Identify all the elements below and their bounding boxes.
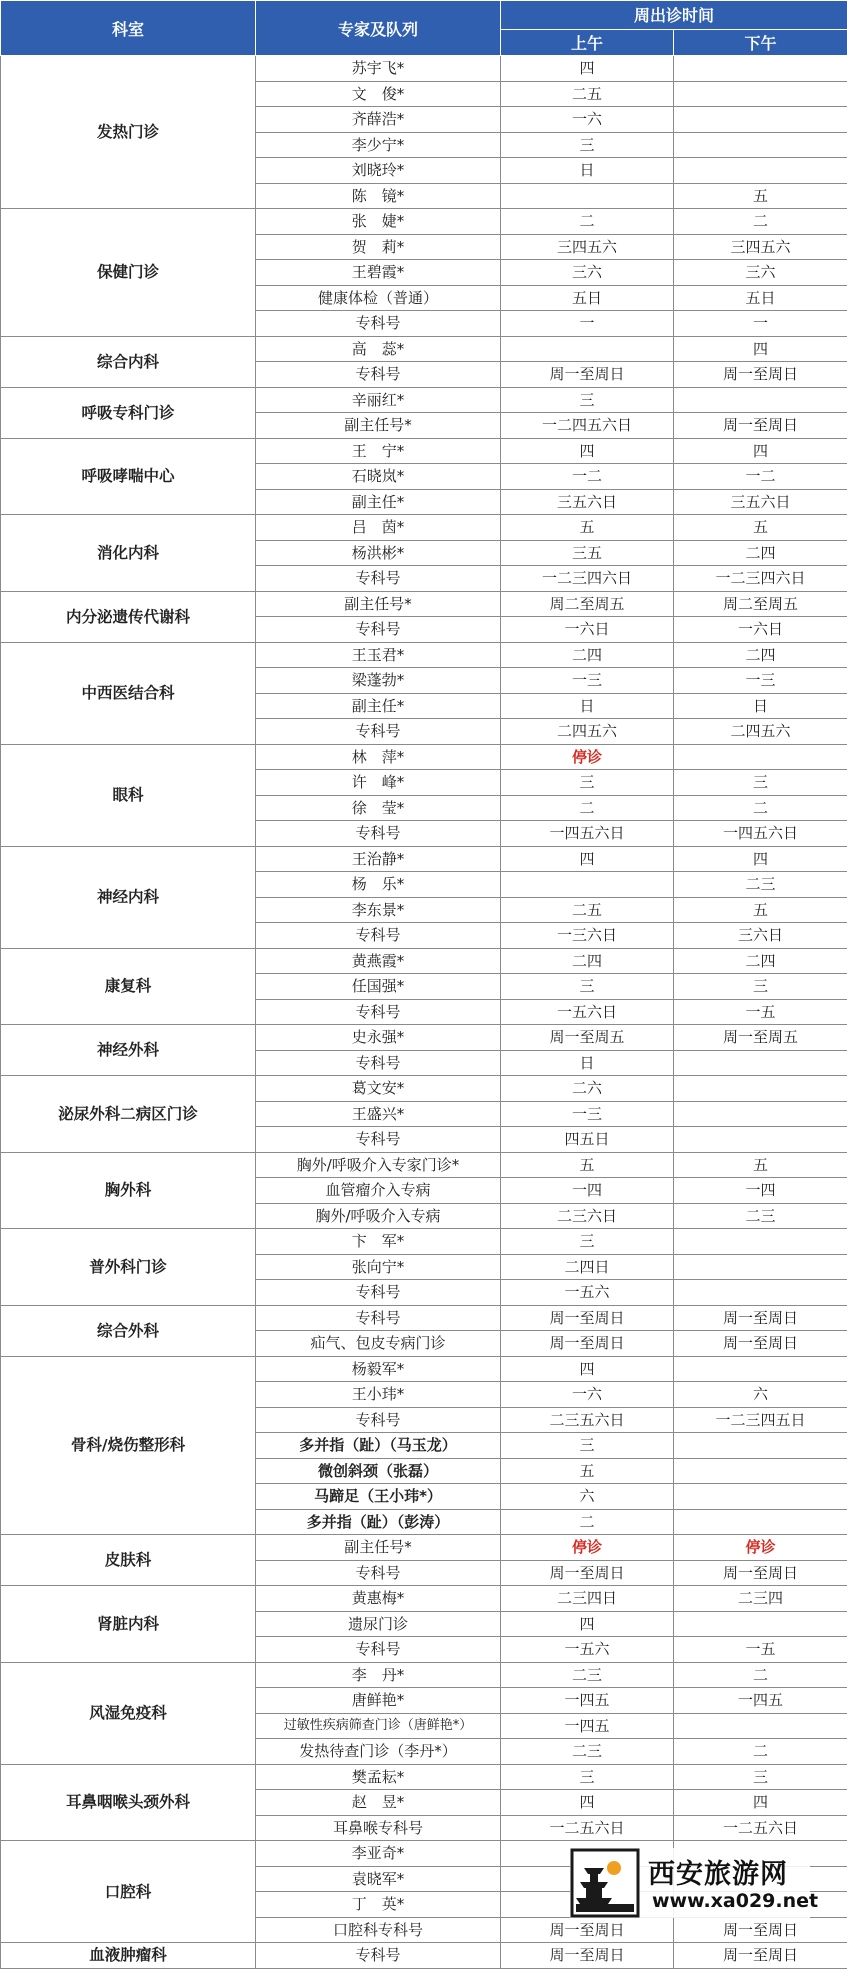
table-row: [1, 1229, 847, 1255]
am-cell: 周一至周日: [501, 1560, 674, 1586]
department-name: 康复科: [1, 948, 256, 1025]
expert-cell: 疝气、包皮专病门诊: [256, 1331, 501, 1357]
am-cell: 一四: [501, 1178, 674, 1204]
am-cell: 一: [501, 311, 674, 337]
pm-cell: [674, 107, 847, 133]
expert-cell: 健康体检（普通）: [256, 285, 501, 311]
expert-cell: 杨 乐*: [256, 872, 501, 898]
expert-cell: 林 萍*: [256, 744, 501, 770]
pm-cell: 二四: [674, 948, 847, 974]
pm-cell: [674, 1254, 847, 1280]
expert-cell: 专科号: [256, 566, 501, 592]
expert-cell: 过敏性疾病筛查门诊（唐鲜艳*）: [256, 1713, 501, 1739]
table-row: [1, 336, 847, 362]
expert-cell: 专科号: [256, 923, 501, 949]
am-cell: 一六: [501, 1382, 674, 1408]
am-cell: 五: [501, 515, 674, 541]
am-cell: 周一至周五: [501, 1025, 674, 1051]
expert-cell: 袁晓军*: [256, 1866, 501, 1892]
am-cell: 一二: [501, 464, 674, 490]
am-cell: [501, 336, 674, 362]
header-am: 上午: [501, 29, 674, 55]
am-cell: 二三四日: [501, 1586, 674, 1612]
am-cell: 一三六日: [501, 923, 674, 949]
table-row: [1, 642, 847, 668]
pm-cell: 周一至周日: [674, 1943, 847, 1969]
header-pm: 下午: [674, 29, 847, 55]
pm-cell: [674, 158, 847, 184]
pm-cell: 二: [674, 209, 847, 235]
expert-cell: 专科号: [256, 1305, 501, 1331]
am-cell: 三六: [501, 260, 674, 286]
am-cell: 二四: [501, 642, 674, 668]
pm-cell: [674, 56, 847, 82]
header-weekly: 周出诊时间: [501, 1, 847, 30]
am-cell: 五: [501, 1152, 674, 1178]
expert-cell: 李 丹*: [256, 1662, 501, 1688]
pm-cell: 周一至周日: [674, 1560, 847, 1586]
am-cell: [501, 872, 674, 898]
expert-cell: 副主任号*: [256, 591, 501, 617]
table-row: [1, 948, 847, 974]
department-name: 皮肤科: [1, 1535, 256, 1586]
expert-cell: 王盛兴*: [256, 1101, 501, 1127]
pm-cell: 一二三四五日: [674, 1407, 847, 1433]
am-cell: 二四日: [501, 1254, 674, 1280]
table-row: [1, 209, 847, 235]
am-cell: 四: [501, 1611, 674, 1637]
expert-cell: 王治静*: [256, 846, 501, 872]
pm-cell: 三四五六: [674, 234, 847, 260]
pm-cell: 三五六日: [674, 489, 847, 515]
expert-cell: 史永强*: [256, 1025, 501, 1051]
expert-cell: 陈 镜*: [256, 183, 501, 209]
expert-cell: 葛文安*: [256, 1076, 501, 1102]
am-cell: 三: [501, 387, 674, 413]
table-body: [1, 56, 847, 1969]
table-row: [1, 744, 847, 770]
pm-cell: [674, 1611, 847, 1637]
department-name: 风湿免疫科: [1, 1662, 256, 1764]
am-cell: 二四五六: [501, 719, 674, 745]
table-row: [1, 1356, 847, 1382]
am-cell: 四: [501, 1790, 674, 1816]
am-cell: 日: [501, 693, 674, 719]
am-cell: 六: [501, 1484, 674, 1510]
pm-cell: [674, 1076, 847, 1102]
table-row: [1, 1076, 847, 1102]
expert-cell: 任国强*: [256, 974, 501, 1000]
pm-cell: 一四: [674, 1178, 847, 1204]
pm-cell: 二: [674, 1739, 847, 1765]
pm-cell: 四: [674, 846, 847, 872]
pm-cell: [674, 1229, 847, 1255]
expert-cell: 多并指（趾）（彭涛）: [256, 1509, 501, 1535]
pm-cell: [674, 1458, 847, 1484]
expert-cell: 副主任号*: [256, 1535, 501, 1561]
am-cell: 周一至周日: [501, 1917, 674, 1943]
pm-cell: [674, 1050, 847, 1076]
table-row: [1, 1662, 847, 1688]
watermark-url: www.xa029.net: [652, 1890, 819, 1912]
pm-cell: 五: [674, 897, 847, 923]
expert-cell: 血管瘤介入专病: [256, 1178, 501, 1204]
watermark-title: 西安旅游网: [648, 1859, 788, 1890]
pm-cell: 二三: [674, 1203, 847, 1229]
expert-cell: 专科号: [256, 1637, 501, 1663]
pm-cell: 一三: [674, 668, 847, 694]
department-name: 耳鼻咽喉头颈外科: [1, 1764, 256, 1841]
department-name: 泌尿外科二病区门诊: [1, 1076, 256, 1153]
am-cell: 二四: [501, 948, 674, 974]
am-cell: 周一至周日: [501, 1943, 674, 1969]
pm-cell: 二四五六: [674, 719, 847, 745]
am-cell: 一六日: [501, 617, 674, 643]
pm-cell: 一二五六日: [674, 1815, 847, 1841]
pm-cell: [674, 1484, 847, 1510]
expert-cell: 石晓岚*: [256, 464, 501, 490]
pm-cell: [674, 132, 847, 158]
expert-cell: 专科号: [256, 1280, 501, 1306]
expert-cell: 专科号: [256, 719, 501, 745]
expert-cell: 微创斜颈（张磊）: [256, 1458, 501, 1484]
expert-cell: 多并指（趾）（马玉龙）: [256, 1433, 501, 1459]
pm-cell: 三: [674, 1764, 847, 1790]
table-row: [1, 846, 847, 872]
department-name: 中西医结合科: [1, 642, 256, 744]
header-dept: 科室: [1, 1, 256, 56]
table-row: [1, 1764, 847, 1790]
expert-cell: 齐薛浩*: [256, 107, 501, 133]
pm-cell: 四: [674, 1790, 847, 1816]
am-cell: 周一至周日: [501, 362, 674, 388]
expert-cell: 副主任*: [256, 489, 501, 515]
department-name: 神经内科: [1, 846, 256, 948]
am-cell: 四: [501, 1356, 674, 1382]
table-row: [1, 1943, 847, 1969]
table-row: [1, 1535, 847, 1561]
expert-cell: 马蹄足（王小玮*）: [256, 1484, 501, 1510]
department-name: 呼吸专科门诊: [1, 387, 256, 438]
pm-cell: 五: [674, 515, 847, 541]
expert-cell: 专科号: [256, 1560, 501, 1586]
am-cell: 二五: [501, 897, 674, 923]
department-name: 内分泌遗传代谢科: [1, 591, 256, 642]
am-cell: 三: [501, 1433, 674, 1459]
pm-cell: 一四五六日: [674, 821, 847, 847]
table-row: [1, 387, 847, 413]
watermark: [570, 1848, 819, 1918]
pm-cell: [674, 1101, 847, 1127]
pm-cell: 二: [674, 795, 847, 821]
pm-cell: 一: [674, 311, 847, 337]
pm-cell: 周一至周日: [674, 1305, 847, 1331]
department-name: 骨科/烧伤整形科: [1, 1356, 256, 1535]
expert-cell: 苏宇飞*: [256, 56, 501, 82]
am-cell: 二三六日: [501, 1203, 674, 1229]
expert-cell: 丁 英*: [256, 1892, 501, 1918]
table-row: [1, 515, 847, 541]
am-cell: 一二四五六日: [501, 413, 674, 439]
am-cell: 三: [501, 132, 674, 158]
pm-cell: [674, 1509, 847, 1535]
pm-cell: 一二三四六日: [674, 566, 847, 592]
am-cell: 四: [501, 56, 674, 82]
pm-cell: 六: [674, 1382, 847, 1408]
expert-cell: 专科号: [256, 1943, 501, 1969]
expert-cell: 文 俊*: [256, 81, 501, 107]
table-row: [1, 56, 847, 82]
expert-cell: 吕 茵*: [256, 515, 501, 541]
am-cell: 一二三四六日: [501, 566, 674, 592]
expert-cell: 专科号: [256, 999, 501, 1025]
pm-cell: 停诊: [674, 1535, 847, 1561]
am-cell: 三: [501, 770, 674, 796]
am-cell: 四: [501, 846, 674, 872]
expert-cell: 专科号: [256, 1050, 501, 1076]
expert-cell: 胸外/呼吸介入专家门诊*: [256, 1152, 501, 1178]
pm-cell: 五: [674, 1152, 847, 1178]
pm-cell: 周一至周日: [674, 413, 847, 439]
department-name: 眼科: [1, 744, 256, 846]
pm-cell: 三: [674, 770, 847, 796]
am-cell: 二五: [501, 81, 674, 107]
expert-cell: 王玉君*: [256, 642, 501, 668]
am-cell: 二三: [501, 1662, 674, 1688]
pm-cell: [674, 744, 847, 770]
pm-cell: 周一至周五: [674, 1025, 847, 1051]
department-name: 口腔科: [1, 1841, 256, 1943]
expert-cell: 专科号: [256, 617, 501, 643]
expert-cell: 梁蓬勃*: [256, 668, 501, 694]
am-cell: 一二五六日: [501, 1815, 674, 1841]
pm-cell: 二三: [674, 872, 847, 898]
am-cell: 周二至周五: [501, 591, 674, 617]
pm-cell: 五: [674, 183, 847, 209]
expert-cell: 刘晓玲*: [256, 158, 501, 184]
expert-cell: 张 婕*: [256, 209, 501, 235]
am-cell: 停诊: [501, 744, 674, 770]
department-name: 胸外科: [1, 1152, 256, 1229]
pm-cell: 一二: [674, 464, 847, 490]
expert-cell: 耳鼻喉专科号: [256, 1815, 501, 1841]
expert-cell: 专科号: [256, 1407, 501, 1433]
expert-cell: 胸外/呼吸介入专病: [256, 1203, 501, 1229]
xian-tower-logo-icon: [570, 1848, 640, 1918]
am-cell: 四五日: [501, 1127, 674, 1153]
expert-cell: 樊孟耘*: [256, 1764, 501, 1790]
department-name: 消化内科: [1, 515, 256, 592]
pm-cell: [674, 1433, 847, 1459]
expert-cell: 专科号: [256, 1127, 501, 1153]
am-cell: 一六: [501, 107, 674, 133]
pm-cell: [674, 81, 847, 107]
am-cell: 三五六日: [501, 489, 674, 515]
expert-cell: 遗尿门诊: [256, 1611, 501, 1637]
am-cell: 三: [501, 974, 674, 1000]
expert-cell: 许 峰*: [256, 770, 501, 796]
table-row: [1, 1305, 847, 1331]
expert-cell: 口腔科专科号: [256, 1917, 501, 1943]
am-cell: 一三: [501, 1101, 674, 1127]
expert-cell: 王碧霞*: [256, 260, 501, 286]
expert-cell: 黄燕霞*: [256, 948, 501, 974]
expert-cell: 杨毅军*: [256, 1356, 501, 1382]
expert-cell: 李亚奇*: [256, 1841, 501, 1867]
am-cell: 三: [501, 1229, 674, 1255]
expert-cell: 唐鲜艳*: [256, 1688, 501, 1714]
header-expert: 专家及队列: [256, 1, 501, 56]
pm-cell: 一四五: [674, 1688, 847, 1714]
expert-cell: 张向宁*: [256, 1254, 501, 1280]
expert-cell: 高 蕊*: [256, 336, 501, 362]
pm-cell: 五日: [674, 285, 847, 311]
pm-cell: 周一至周日: [674, 1917, 847, 1943]
pm-cell: 日: [674, 693, 847, 719]
am-cell: 五日: [501, 285, 674, 311]
am-cell: 一五六: [501, 1280, 674, 1306]
department-name: 发热门诊: [1, 56, 256, 209]
pm-cell: 周二至周五: [674, 591, 847, 617]
expert-cell: 发热待查门诊（李丹*）: [256, 1739, 501, 1765]
department-name: 呼吸哮喘中心: [1, 438, 256, 515]
am-cell: 一五六: [501, 1637, 674, 1663]
department-name: 神经外科: [1, 1025, 256, 1076]
pm-cell: 三六日: [674, 923, 847, 949]
am-cell: 三四五六: [501, 234, 674, 260]
am-cell: 五: [501, 1458, 674, 1484]
table-row: [1, 591, 847, 617]
pm-cell: [674, 1356, 847, 1382]
pm-cell: [674, 1713, 847, 1739]
expert-cell: 专科号: [256, 311, 501, 337]
department-name: 综合内科: [1, 336, 256, 387]
expert-cell: 李东景*: [256, 897, 501, 923]
am-cell: 停诊: [501, 1535, 674, 1561]
pm-cell: 一六日: [674, 617, 847, 643]
table-row: [1, 438, 847, 464]
pm-cell: [674, 387, 847, 413]
expert-cell: 专科号: [256, 821, 501, 847]
expert-cell: 辛丽红*: [256, 387, 501, 413]
am-cell: 一五六日: [501, 999, 674, 1025]
department-name: 血液肿瘤科: [1, 1943, 256, 1969]
pm-cell: 四: [674, 336, 847, 362]
am-cell: 二: [501, 1509, 674, 1535]
department-name: 保健门诊: [1, 209, 256, 337]
am-cell: 日: [501, 158, 674, 184]
expert-cell: 赵 昱*: [256, 1790, 501, 1816]
expert-cell: 杨洪彬*: [256, 540, 501, 566]
pm-cell: 二三四: [674, 1586, 847, 1612]
am-cell: 一三: [501, 668, 674, 694]
am-cell: 四: [501, 438, 674, 464]
expert-cell: 徐 莹*: [256, 795, 501, 821]
department-name: 综合外科: [1, 1305, 256, 1356]
pm-cell: 二四: [674, 540, 847, 566]
expert-cell: 贺 莉*: [256, 234, 501, 260]
pm-cell: [674, 1280, 847, 1306]
am-cell: 二三五六日: [501, 1407, 674, 1433]
am-cell: [501, 183, 674, 209]
expert-cell: 王 宁*: [256, 438, 501, 464]
expert-cell: 副主任号*: [256, 413, 501, 439]
am-cell: 一四五六日: [501, 821, 674, 847]
pm-cell: 三六: [674, 260, 847, 286]
pm-cell: 二四: [674, 642, 847, 668]
am-cell: 二六: [501, 1076, 674, 1102]
am-cell: 周一至周日: [501, 1305, 674, 1331]
expert-cell: 黄惠梅*: [256, 1586, 501, 1612]
am-cell: 二: [501, 795, 674, 821]
expert-cell: 王小玮*: [256, 1382, 501, 1408]
am-cell: 三五: [501, 540, 674, 566]
am-cell: 二: [501, 209, 674, 235]
pm-cell: 一五: [674, 999, 847, 1025]
pm-cell: 二: [674, 1662, 847, 1688]
department-name: 肾脏内科: [1, 1586, 256, 1663]
table-row: [1, 1025, 847, 1051]
am-cell: 一四五: [501, 1688, 674, 1714]
am-cell: 一四五: [501, 1713, 674, 1739]
expert-cell: 专科号: [256, 362, 501, 388]
pm-cell: 周一至周日: [674, 362, 847, 388]
am-cell: 周一至周日: [501, 1331, 674, 1357]
expert-cell: 李少宁*: [256, 132, 501, 158]
expert-cell: 卞 军*: [256, 1229, 501, 1255]
am-cell: 日: [501, 1050, 674, 1076]
expert-cell: 副主任*: [256, 693, 501, 719]
pm-cell: 一五: [674, 1637, 847, 1663]
department-name: 普外科门诊: [1, 1229, 256, 1306]
pm-cell: 四: [674, 438, 847, 464]
pm-cell: [674, 1127, 847, 1153]
am-cell: 三: [501, 1764, 674, 1790]
table-row: [1, 1152, 847, 1178]
pm-cell: 三: [674, 974, 847, 1000]
table-row: [1, 1586, 847, 1612]
pm-cell: 周一至周日: [674, 1331, 847, 1357]
am-cell: 二三: [501, 1739, 674, 1765]
table-header: [1, 1, 847, 56]
